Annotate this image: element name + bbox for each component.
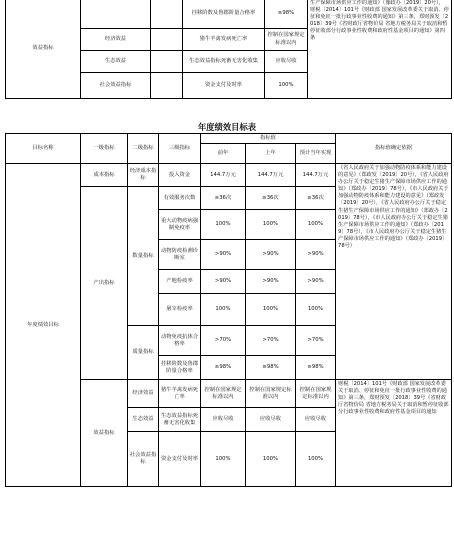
- eco-last: 应收尽收: [246, 408, 296, 432]
- quality-prev-1: >70%: [201, 326, 246, 356]
- eco-prev: 应收尽收: [201, 408, 246, 432]
- header-prev-year: 前年: [201, 144, 246, 164]
- basis-upper: 《省人民政府关于加强动物防疫体系和能力建设的意见》（郑政发〔2019〕20号），《省人民政府办公厅关于稳定生猪生产保障市场供应工作的通知》（郑政办〔2019〕78号），《市人民政府关于加强动物防疫体系和能力建设的意见》（郑政发〔2019〕20号），《省人民政府办公厅关于稳定生猪生产保障市场供应工作的通知》（郑政办〔2019〕78号），《市人民政府办公厅关于稳定生猪生产保障市场供应工作的通知》（郑政办〔2019〕78号），《市人民政府办公厅关于稳定生猪生产保障市场供应工作的通知》（郑政办〔2019〕78号）: [336, 164, 452, 380]
- eco-level2: 生态效益: [128, 408, 159, 432]
- quantity-level3-4: 产地检疫率: [159, 270, 201, 294]
- header-value: 指标值: [201, 134, 336, 144]
- header-forecast: 预计当年实现: [296, 144, 336, 164]
- quality-level3-2: 挂移阶数及鲁郡阶量合格率: [159, 356, 201, 380]
- top-partial-table: [5, 0, 452, 99]
- cost-level2: 经济成本指标: [128, 164, 159, 187]
- cost-fcst: 144.7万元: [296, 164, 336, 187]
- quantity-last-2: 100%: [246, 210, 296, 240]
- top-indicator-econ: 猪牛羊禽发病死亡率: [183, 29, 265, 51]
- econ-fcst: 控制在国家规定标准以内: [296, 380, 336, 408]
- quantity-fcst-5: 100%: [296, 294, 336, 326]
- top-l2-social: 社会效益指标: [81, 73, 151, 99]
- quality-prev-2: ≥98%: [201, 356, 246, 380]
- eco-level3: 生态效益指标死畜无害化收集: [159, 408, 201, 432]
- social-level2: 社会效益指标: [128, 432, 159, 487]
- quality-last-1: >70%: [246, 326, 296, 356]
- top-l3-social: [151, 73, 183, 99]
- quantity-last-5: 100%: [246, 294, 296, 326]
- quantity-level3-3: 动物防疫检测诊断室: [159, 240, 201, 270]
- quantity-last-1: ≥36次: [246, 187, 296, 210]
- top-empty-l3: [151, 0, 183, 29]
- quantity-last-4: >90%: [246, 270, 296, 294]
- econ-prev: 控制在国家规定标准以内: [201, 380, 246, 408]
- eco-fcst: 应收尽收: [296, 408, 336, 432]
- top-value-econ: 控制在国家规定标准以内: [265, 29, 308, 51]
- quantity-fcst-2: 100%: [296, 210, 336, 240]
- quantity-level3-2: 重大动物疫病强制免疫率: [159, 210, 201, 240]
- header-basis: 指标值确定依据: [336, 134, 452, 164]
- social-prev: 100%: [201, 432, 246, 487]
- cost-level1: 成本指标: [81, 164, 128, 187]
- basis-lower: 财税〔2014〕101号《财政部 国家发展改革委关于取消、停征和免征一批行政事业性收费的通知》第三条，郑财预发〔2018〕39号《省财政厅省物价局 省地方税务局关于取消和暂停征收部分行政事业性收费和政府性基金项目的通知: [336, 380, 452, 487]
- quantity-level2: 数量指标: [128, 187, 159, 326]
- quantity-fcst-3: >90%: [296, 240, 336, 270]
- output-level1: 产出指标: [81, 187, 128, 380]
- quality-fcst-1: >70%: [296, 326, 336, 356]
- top-basis: 生产保障市场供应工作的通知》（豫政办〔2019〕20号），财税〔2014〕101号《财政部 国家发展改革委关于取消、停征和免征一批行政事业性收费的通知》第三条，郑财预发〔2018〕39号《省财政厅省物价局 省地方税务局关于取消和暂停征收部分行政事业性收费和政府性基金项目的通知》第四条: [308, 0, 452, 99]
- quality-fcst-2: ≥98%: [296, 356, 336, 380]
- top-level1-cell: [6, 0, 81, 99]
- quantity-level3-1: 有效服务次数: [159, 187, 201, 210]
- top-empty-l2: [81, 0, 151, 29]
- quantity-prev-1: ≥36次: [201, 187, 246, 210]
- top-value-social: 100%: [265, 73, 308, 99]
- quality-last-2: ≥98%: [246, 356, 296, 380]
- top-level1-text: 效益指标: [32, 44, 54, 51]
- quality-level3-1: 动物免疫抗体合格率: [159, 326, 201, 356]
- header-last-year: 上年: [246, 144, 296, 164]
- header-level2: 二级指标: [128, 134, 159, 164]
- header-goal-name: 目标名称: [6, 134, 81, 164]
- social-fcst: 100%: [296, 432, 336, 487]
- econ-level2: 经济效益: [128, 380, 159, 408]
- quantity-level3-5: 屠宰检疫率: [159, 294, 201, 326]
- top-value-1: ≥98%: [265, 0, 308, 29]
- econ-last: 控制在国家规定标准以内: [246, 380, 296, 408]
- quantity-prev-5: 100%: [201, 294, 246, 326]
- top-indicator-1: 挂移阶数及鲁郡阶量合格率: [183, 0, 265, 29]
- cost-prev: 144.7万元: [201, 164, 246, 187]
- cost-last: 144.7万元: [246, 164, 296, 187]
- cost-level3: 投入资金: [159, 164, 201, 187]
- quality-level2: 质量指标: [128, 326, 159, 380]
- benefit-level1: 效益指标: [81, 380, 128, 487]
- quantity-fcst-1: ≥36次: [296, 187, 336, 210]
- page-title: 年度绩效目标表: [197, 122, 257, 132]
- top-l3-eco: [151, 51, 183, 73]
- social-last: 100%: [246, 432, 296, 487]
- top-l3-econ: [151, 29, 183, 51]
- econ-level3: 猪牛羊禽发病死亡率: [159, 380, 201, 408]
- quantity-last-3: >90%: [246, 240, 296, 270]
- top-value-eco: 应收尽收: [265, 51, 308, 73]
- top-l2-econ: 经济效益: [81, 29, 151, 51]
- goal-cell: 年度绩效目标: [6, 164, 81, 487]
- header-level1: 一级指标: [81, 134, 128, 164]
- social-level3: 资金支付及时率: [159, 432, 201, 487]
- header-level3: 三级指标: [159, 134, 201, 164]
- quantity-fcst-4: >90%: [296, 270, 336, 294]
- top-indicator-eco: 生态效益指标死畜无害化收集: [183, 51, 265, 73]
- quantity-prev-4: >90%: [201, 270, 246, 294]
- top-indicator-social: 资金支付及时率: [183, 73, 265, 99]
- performance-goal-table: [5, 133, 452, 487]
- top-l2-eco: 生态效益: [81, 51, 151, 73]
- quantity-prev-2: 100%: [201, 210, 246, 240]
- quantity-prev-3: >90%: [201, 240, 246, 270]
